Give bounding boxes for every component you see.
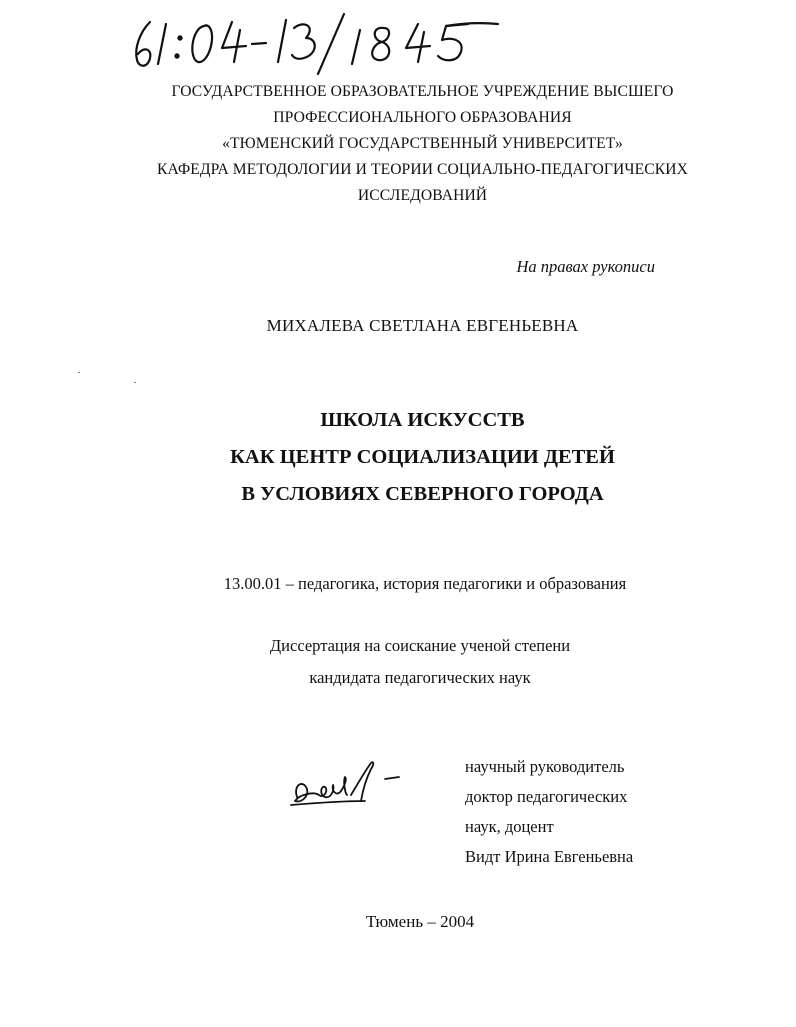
supervisor-role: научный руководитель — [465, 757, 625, 776]
institution-line: ПРОФЕССИОНАЛЬНОГО ОБРАЗОВАНИЯ — [273, 109, 572, 126]
degree-line: Диссертация на соискание ученой степени — [269, 636, 571, 655]
institution-line: ГОСУДАРСТВЕННОЕ ОБРАЗОВАТЕЛЬНОЕ УЧРЕЖДЕНИЕ ВЫСШЕГО — [171, 83, 674, 100]
handwritten-archive-code — [128, 8, 508, 78]
author-name: МИХАЛЕВА СВЕТЛАНА ЕВГЕНЬЕВНА — [266, 316, 579, 335]
institution-line: «ТЮМЕНСКИЙ ГОСУДАРСТВЕННЫЙ УНИВЕРСИТЕТ» — [222, 135, 623, 152]
institution-header — [150, 79, 695, 209]
degree-line: кандидата педагогических наук — [309, 668, 531, 687]
manuscript-rights-note: На правах рукописи — [516, 257, 655, 276]
title-line: ШКОЛА ИСКУССТВ — [320, 409, 525, 431]
supervisor-name: Видт Ирина Евгеньевна — [465, 847, 634, 866]
supervisor-degree: доктор педагогических — [465, 787, 628, 806]
city-and-year: Тюмень – 2004 — [365, 912, 475, 931]
title-line: В УСЛОВИЯХ СЕВЕРНОГО ГОРОДА — [241, 483, 604, 505]
department-line: КАФЕДРА МЕТОДОЛОГИИ И ТЕОРИИ СОЦИАЛЬНО-ПЕДАГОГИЧЕСКИХ — [157, 161, 688, 178]
scan-speck — [78, 372, 80, 373]
handwritten-signature — [285, 755, 425, 815]
dissertation-title — [150, 402, 695, 513]
signature-drawing — [285, 755, 425, 815]
handwritten-archive-code-drawing — [128, 8, 508, 78]
department-line: ИССЛЕДОВАНИЙ — [357, 187, 488, 204]
degree-statement — [200, 630, 640, 694]
supervisor-title: наук, доцент — [465, 817, 554, 836]
supervisor-block — [465, 752, 705, 872]
scan-speck — [134, 382, 136, 383]
specialty-code: 13.00.01 – педагогика, история педагогики и образования — [223, 574, 627, 593]
title-line: КАК ЦЕНТР СОЦИАЛИЗАЦИИ ДЕТЕЙ — [230, 446, 615, 468]
